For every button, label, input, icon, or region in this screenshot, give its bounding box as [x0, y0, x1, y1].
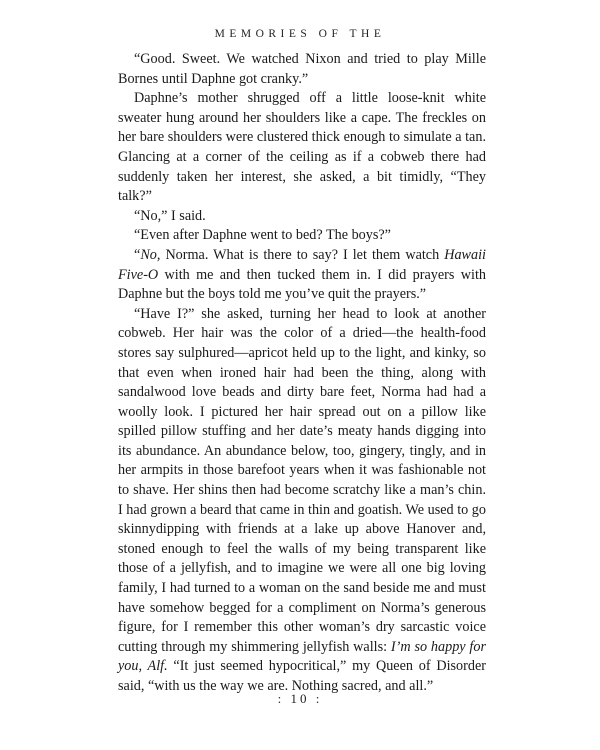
italic-quote: I’m so happy for you, Alf.: [118, 638, 486, 675]
paragraph: “Have I?” she asked, turning her head to look at another cobweb. Her hair was the color of a dried—the health-food stores say sulphured—apricot held up to the light, and kinky, so that even when ironed hair had been the thing, along with sandalwood love beads and dirty bare feet, Norma had had a woolly look. I pictured her hair spread out on a pillow like spilled pillow stuffing and her date’s meaty hands digging into its abundance. An abundance below, too, gingery, tingly, and in her armpits in those barefoot years when it was fashionable not to shave. Her shins then had become scratchy like a man’s chin. I had grown a beard that came in thin and goatish. We used to go skinnydipping with friends at a lake up above Hanover and, stoned enough to feel the walls of my being transparent like those of a jellyfish, and to imagine we were all one big loving family, I had turned to a woman on the sand beside me and must have somehow begged for a compliment on Norma’s generous figure, for I remember this other woman’s dry sarcastic voice cutting through my shimmering jellyfish walls: I’m so happy for you, Alf. “It just seemed hypocritical,” my Queen of Disorder said, “with us the way we are. Nothing sacred, and all.”: [118, 305, 486, 694]
paragraph: “No,” I said.: [134, 207, 206, 224]
italic-show-title: Hawaii Five-O: [118, 246, 486, 283]
paragraph: “Good. Sweet. We watched Nixon and tried to play Mille Bornes until Daphne got cranky.”: [118, 51, 486, 87]
italic-text: No,: [140, 246, 161, 263]
paragraph: Daphne’s mother shrugged off a little loose-knit white sweater hung around her shoulders like a cape. The freckles on her bare shoulders were clustered thick enough to simulate a tan. Glancing at a corner of the ceiling as if a cobweb there had suddenly taken her interest, she asked, a bit timidly, “They talk?”: [118, 90, 486, 205]
running-head: MEMORIES OF THE: [214, 28, 386, 40]
page-number: : 10 :: [277, 691, 323, 706]
paragraph: “Even after Daphne went to bed? The boys?”: [134, 227, 391, 244]
body-text: [118, 50, 486, 697]
paragraph: “No, Norma. What is there to say? I let them watch Hawaii Five-O with me and then tucked them in. I did prayers with Daphne but the boys told me you’ve quit the prayers.”: [118, 246, 486, 303]
